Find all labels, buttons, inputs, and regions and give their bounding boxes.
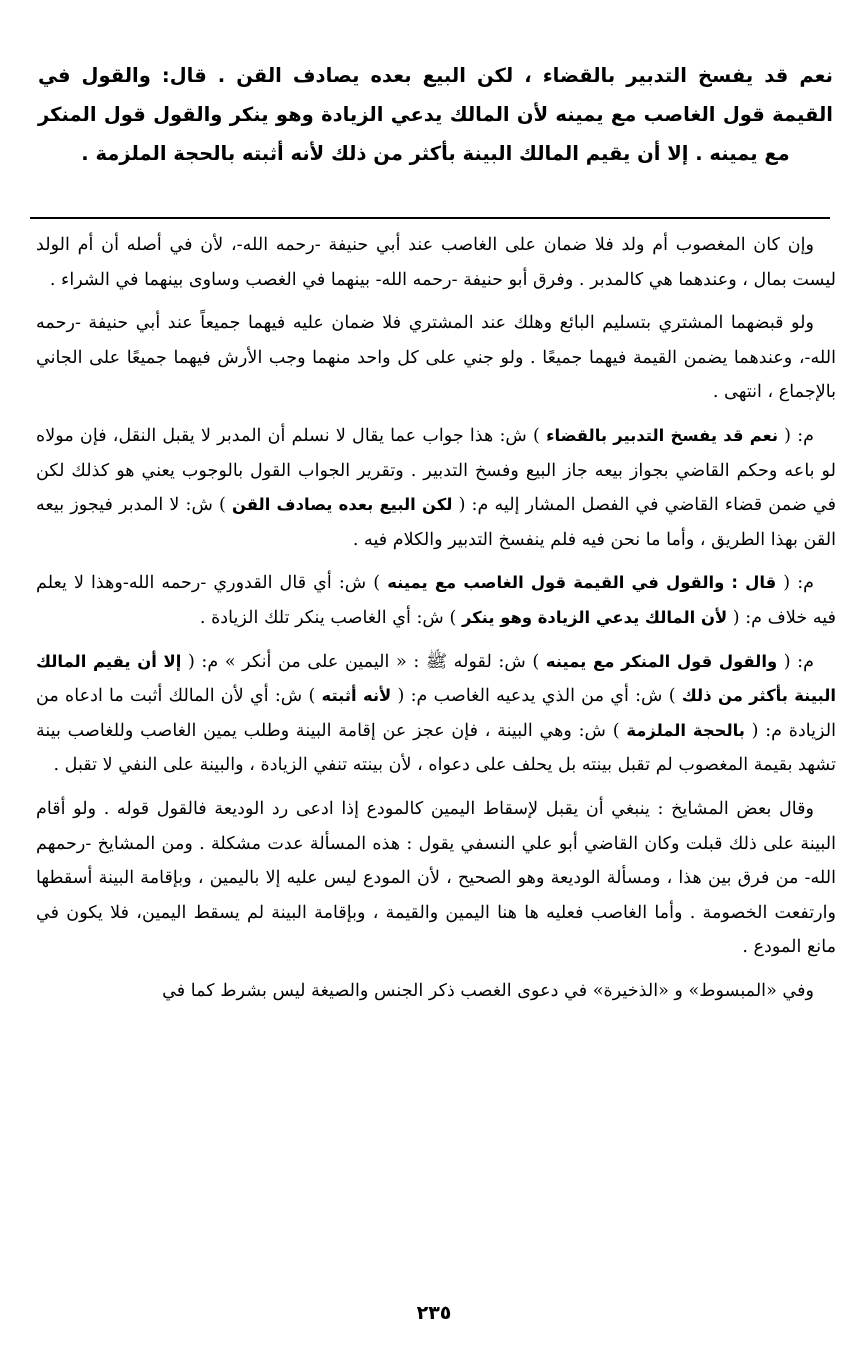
quoted-text: قال : والقول في القيمة قول الغاصب مع يمينه xyxy=(387,573,777,593)
quoted-text: والقول قول المنكر مع يمينه xyxy=(545,651,778,671)
explanation: ) ش: هذا جواب عما يقال لا نسلم أن المدبر لا يقبل النقل، فإن مولاه لو باعه وحكم القاضي بجواز بيعه جاز البيع وفسخ التدبير . وتقرير الجواب القول بالوجوب يعني هو كذلك لكن في ضمن قضاء القاضي في الفصل المشار إليه م: ( xyxy=(36,425,836,516)
explanation: ) ش: أي من الذي يدعيه الغاصب م: ( xyxy=(397,686,676,707)
commentary xyxy=(36,228,836,1017)
main-text xyxy=(38,56,833,173)
marker: م: ( xyxy=(784,425,815,446)
explanation: ) ش: وهي البينة ، فإن عجز عن إقامة البينة وطلب يمين الغاصب وللغاصب بينة تشهد بقيمة المغصوب لم تقبل بينته بل يحلف على دعواه ، لأن بينته تنفي الزيادة ، والبينة على النفي لا تقبل . xyxy=(36,720,836,776)
divider-line xyxy=(30,217,830,219)
explanation: ) ش: أي قال القدوري -رحمه الله-وهذا لا يعلم فيه خلاف م: ( xyxy=(36,573,836,628)
explanation: ) ش: لا المدبر فيجوز بيعه القن بهذا الطريق ، وأما ما نحن فيه فلم ينفسخ التدبير والكلام فيه . xyxy=(36,495,836,550)
marker: م: ( xyxy=(783,651,815,672)
commentary-paragraph-7: وفي «المبسوط» و «الذخيرة» في دعوى الغصب ذكر الجنس والصيغة ليس بشرط كما في xyxy=(162,980,814,1001)
commentary-paragraph-5 xyxy=(36,645,836,783)
marker: م: ( xyxy=(783,573,815,594)
explanation: ) ش: لقوله ﷺ : « اليمين على من أنكر » م: ( xyxy=(187,651,540,672)
commentary-paragraph-3 xyxy=(36,419,836,557)
explanation: ) ش: أي لأن المالك أثبت ما ادعاه من الزيادة م: ( xyxy=(36,686,836,741)
commentary-paragraph-6: وقال بعض المشايخ : ينبغي أن يقبل لإسقاط اليمين كالمودع إذا ادعى رد الوديعة فالقول قوله . ولو أقام البينة على ذلك قبلت وكان القاضي أبو علي النسفي يقول : هذه المسألة عدت مشكلة . ومن المشايخ -رحمهم الله- من فرق بين هذا ، ومسألة الوديعة وهو الصحيح ، لأن المودع ليس عليه إلا باليمين ، وبإقامة البينة أسقطها وارتفعت الخصومة . وأما الغاصب فعليه ها هنا اليمين والقيمة ، وبإقامة البينة لم يسقط اليمين، فلا يكون في مانع المودع . xyxy=(36,798,836,958)
quoted-text: إلا أن يقيم المالك البينة بأكثر من ذلك xyxy=(36,651,837,706)
commentary-paragraph-4 xyxy=(36,566,836,635)
main-text-content: نعم قد يفسخ التدبير بالقضاء ، لكن البيع بعده يصادف القن . قال: والقول في القيمة قول الغاصب مع يمينه لأن المالك يدعي الزيادة وهو ينكر والقول قول المنكر مع يمينه . إلا أن يقيم المالك البينة بأكثر من ذلك لأنه أثبته بالحجة الملزمة . xyxy=(38,64,833,165)
quoted-text: بالحجة الملزمة xyxy=(626,720,745,740)
quoted-text: نعم قد يفسخ التدبير بالقضاء xyxy=(546,425,778,445)
page-number: ٢٣٥ xyxy=(416,1302,452,1324)
commentary-paragraph-2: ولو قبضهما المشتري بتسليم البائع وهلك عند المشتري فلا ضمان عليه فيهما جميعاً عند أبي حنيفة -رحمه الله-، وعندهما يضمن القيمة فيهما جميعًا . ولو جني على كل واحد منهما وجب الأرش فيهما جميعًا على الجاني بالإجماع ، انتهى . xyxy=(36,313,836,403)
quoted-text: لكن البيع بعده يصادف القن xyxy=(232,495,453,515)
quoted-text: لأن المالك يدعي الزيادة وهو ينكر xyxy=(461,607,728,627)
explanation: ) ش: أي الغاصب ينكر تلك الزيادة . xyxy=(199,607,457,628)
commentary-paragraph-1: وإن كان المغصوب أم ولد فلا ضمان على الغاصب عند أبي حنيفة -رحمه الله-، لأن في أصله أن أم الولد ليست بمال ، وعندهما هي كالمدبر . وفرق أبو حنيفة -رحمه الله- بينهما في الغصب وساوى بينهما في الشراء . xyxy=(36,235,836,290)
quoted-text: لأنه أثبته xyxy=(321,686,392,706)
